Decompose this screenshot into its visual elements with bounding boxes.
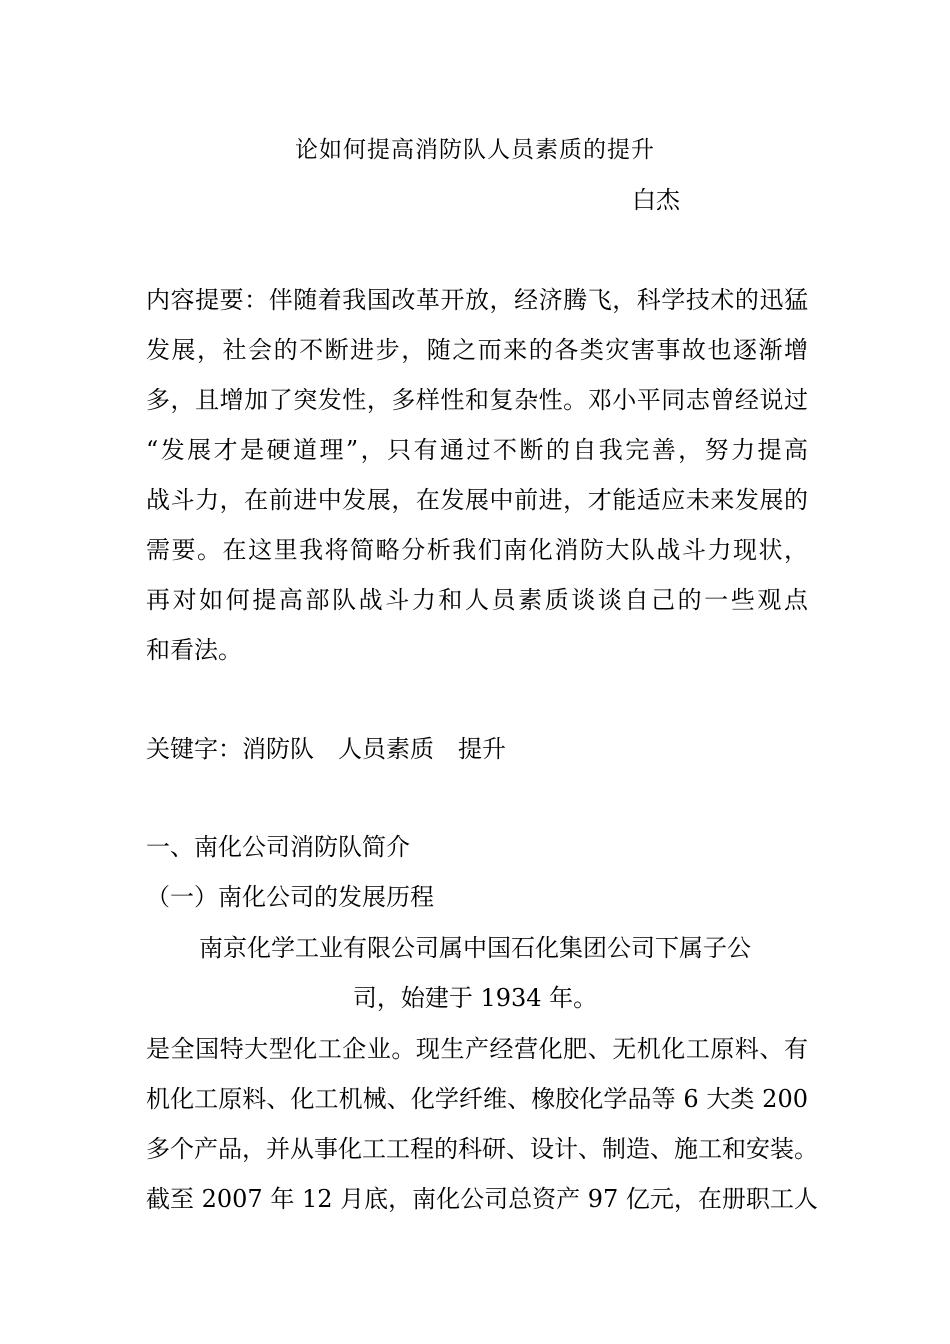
- body-line: 多个产品，并从事化工工程的科研、设计、制造、施工和安装。: [146, 1135, 818, 1163]
- abstract-line: 发展，社会的不断进步，随之而来的各类灾害事故也逐渐增: [146, 336, 808, 364]
- body-line: 机化工原料、化工机械、化学纤维、橡胶化学品等 6 大类 200: [146, 1085, 808, 1113]
- author-name: 白杰: [632, 186, 680, 214]
- abstract-line: 内容提要：伴随着我国改革开放，经济腾飞，科学技术的迅猛: [146, 286, 808, 314]
- keywords-line: 关键字：消防队 人员素质 提升: [146, 735, 506, 763]
- abstract-line: 和看法。: [146, 636, 242, 664]
- abstract-line: 再对如何提高部队战斗力和人员素质谈谈自己的一些观点: [146, 586, 808, 614]
- abstract-line: “发展才是硬道理”，只有通过不断的自我完善，努力提高: [146, 436, 808, 464]
- body-line: 是全国特大型化工企业。现生产经营化肥、无机化工原料、有: [146, 1035, 808, 1063]
- body-line: 截至 2007 年 12 月底，南化公司总资产 97 亿元，在册职工人: [146, 1185, 818, 1213]
- subsection-heading: （一）南化公司的发展历程: [146, 883, 434, 911]
- abstract-line: 战斗力，在前进中发展，在发展中前进，才能适应未来发展的: [146, 486, 808, 514]
- abstract-line: 需要。在这里我将简略分析我们南化消防大队战斗力现状，: [146, 536, 808, 564]
- centered-paragraph-line: 司，始建于 1934 年。: [352, 984, 598, 1012]
- centered-paragraph-line: 南京化学工业有限公司属中国石化集团公司下属子公: [199, 934, 751, 962]
- section-heading: 一、南化公司消防队简介: [146, 833, 410, 861]
- document-title: 论如何提高消防队人员素质的提升: [295, 137, 655, 163]
- abstract-line: 多，且增加了突发性，多样性和复杂性。邓小平同志曾经说过: [146, 386, 808, 414]
